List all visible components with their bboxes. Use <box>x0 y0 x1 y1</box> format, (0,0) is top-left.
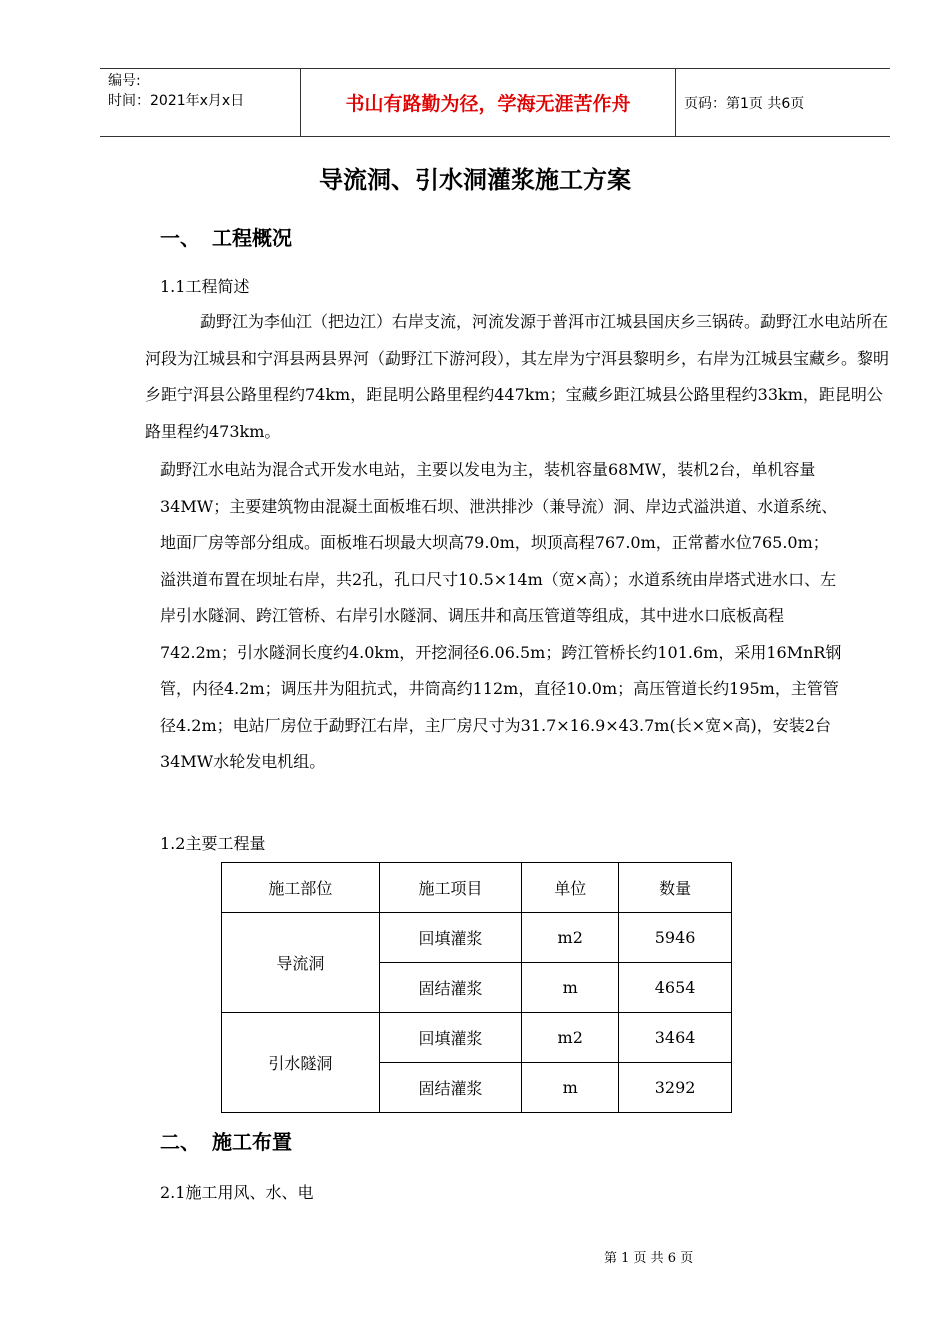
header-motto: 书山有路勤为径，学海无涯苦作舟 <box>301 69 676 136</box>
subsection-heading: 1.2主要工程量 <box>160 834 266 853</box>
header-meta <box>100 69 301 136</box>
table-cell: 3292 <box>619 1063 732 1113</box>
section-title: 施工布置 <box>212 1130 292 1154</box>
table-cell: m <box>522 1063 619 1113</box>
time-label: 时间：2021年x月x日 <box>108 93 245 109</box>
table-cell: 3464 <box>619 1013 732 1063</box>
section-heading-2 <box>160 1126 292 1155</box>
page-header <box>100 68 890 137</box>
table-header-cell: 数量 <box>619 863 732 913</box>
table-cell: 固结灌浆 <box>379 963 522 1013</box>
quantities-table <box>221 862 732 1113</box>
table-header-cell: 施工项目 <box>379 863 522 913</box>
table-cell: 5946 <box>619 913 732 963</box>
table-header-cell: 施工部位 <box>222 863 380 913</box>
table-cell: 固结灌浆 <box>379 1063 522 1113</box>
table-cell-part: 引水隧洞 <box>222 1013 380 1113</box>
code-label: 编号: <box>108 73 141 89</box>
section-heading-1 <box>160 222 292 251</box>
section-number: 二、 <box>160 1130 200 1154</box>
table-cell: m2 <box>522 913 619 963</box>
table-header-row <box>222 863 732 913</box>
table-header-cell: 单位 <box>522 863 619 913</box>
document-title: 导流洞、引水洞灌浆施工方案 <box>319 166 631 194</box>
table-cell: 4654 <box>619 963 732 1013</box>
paragraph: 勐野江水电站为混合式开发水电站，主要以发电为主，装机容量68MW，装机2台，单机容量34MW；主要建筑物由混凝土面板堆石坝、泄洪排沙（兼导流）洞、岸边式溢洪道、水道系统、地面厂房等部分组成。面板堆石坝最大坝高79.0m，坝顶高程767.0m，正常蓄水位765.0m；溢洪道布置在坝址右岸，共2孔，孔口尺寸10.5×14m（宽×高）；水道系统由岸塔式进水口、左岸引水隧洞、跨江管桥、右岸引水隧洞、调压井和高压管道等组成，其中进水口底板高程742.2m；引水隧洞长度约4.0km，开挖洞径6.06.5m；跨江管桥长约101.6m，采用16MnR钢管，内径4.2m；调压井为阻抗式，井筒高约112m，直径10.0m；高压管道长约195m，主管管径4.2m；电站厂房位于勐野江右岸，主厂房尺寸为31.7×16.9×43.7m(长×宽×高)，安装2台34MW水轮发电机组。 <box>160 460 842 771</box>
table-row <box>222 1013 732 1063</box>
table-row <box>222 913 732 963</box>
table-cell: m <box>522 963 619 1013</box>
table-cell-part: 导流洞 <box>222 913 380 1013</box>
subsection-heading: 1.1工程简述 <box>160 277 250 296</box>
section-number: 一、 <box>160 226 200 250</box>
paragraph: 勐野江为李仙江（把边江）右岸支流，河流发源于普洱市江城县国庆乡三锅砖。勐野江水电站所在河段为江城县和宁洱县两县界河（勐野江下游河段），其左岸为宁洱县黎明乡，右岸为江城县宝藏乡。黎明乡距宁洱县公路里程约74km，距昆明公路里程约447km；宝藏乡距江城县公路里程约33km，距昆明公路里程约473km。 <box>145 312 890 441</box>
table-cell: 回填灌浆 <box>379 913 522 963</box>
table-cell: 回填灌浆 <box>379 1013 522 1063</box>
section-title: 工程概况 <box>212 226 292 250</box>
table-cell: m2 <box>522 1013 619 1063</box>
header-page-info: 页码：第1页 共6页 <box>684 95 805 112</box>
subsection-heading: 2.1施工用风、水、电 <box>160 1183 314 1202</box>
footer-page-number: 第 1 页 共 6 页 <box>604 1251 694 1266</box>
